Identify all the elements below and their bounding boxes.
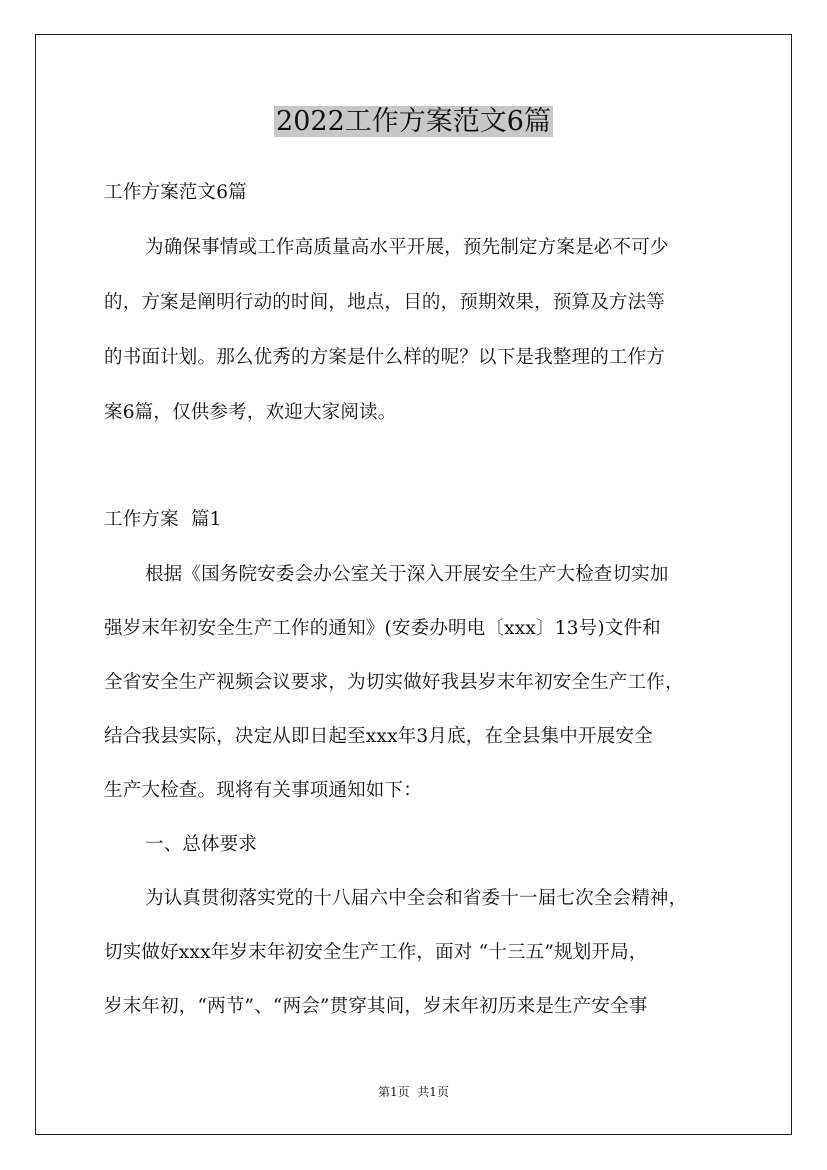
section-line: 生产大检查。现将有关事项通知如下：	[104, 780, 422, 801]
document-title	[0, 98, 827, 146]
section-line: 根据《国务院安委会办公室关于深入开展安全生产大检查切实加	[145, 564, 669, 585]
body-line: 切实做好xxx年岁末年初安全生产工作，面对 “十三五”规划开局，	[104, 942, 648, 963]
section-line: 结合我县实际，决定从即日起至xxx年3月底，在全县集中开展安全	[104, 726, 653, 747]
intro-line: 的书面计划。那么优秀的方案是什么样的呢？以下是我整理的工作方	[104, 347, 666, 368]
section-line: 强岁末年初安全生产工作的通知》(安委办明电〔xxx〕13号)文件和	[104, 618, 661, 639]
page-footer: 第1页 共1页	[378, 1085, 449, 1099]
intro-line: 案6篇，仅供参考，欢迎大家阅读。	[104, 402, 397, 423]
section-heading: 工作方案 篇1	[104, 509, 222, 530]
intro-line: 的，方案是阐明行动的时间，地点，目的，预期效果，预算及方法等	[104, 292, 666, 313]
intro-line: 为确保事情或工作高质量高水平开展，预先制定方案是必不可少	[145, 237, 669, 258]
document-title-text: 2022工作方案范文6篇	[276, 106, 551, 137]
document-subtitle: 工作方案范文6篇	[104, 182, 247, 203]
body-line: 岁末年初，“两节”、“两会”贯穿其间，岁末年初历来是生产安全事	[104, 996, 648, 1017]
body-line: 为认真贯彻落实党的十八届六中全会和省委十一届七次全会精神，	[145, 888, 688, 909]
section-line: 全省安全生产视频会议要求，为切实做好我县岁末年初安全生产工作，	[104, 672, 684, 693]
subheading: 一、总体要求	[145, 834, 258, 855]
